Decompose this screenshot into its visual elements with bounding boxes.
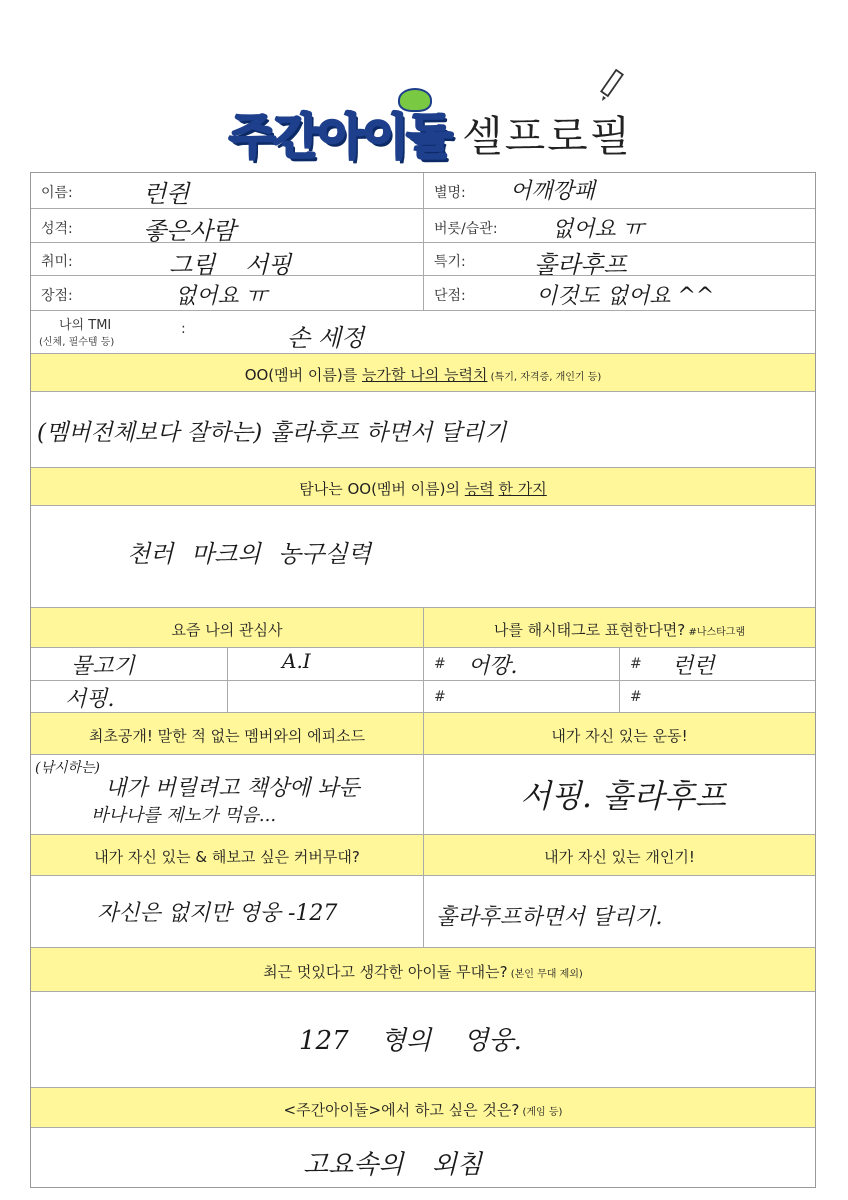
habit-value: 없어요 ㅠ [552,217,645,242]
cover-answer: 자신은 없지만 영웅 -127 [97,901,338,926]
nickname-value: 어깨깡패 [510,179,596,204]
hash-mark-1: # [434,656,446,672]
strength-cell [31,276,423,310]
stage-answer: 127 형의 영웅. [299,1026,522,1056]
hobby-label: 취미: [41,254,73,270]
section-envy-answer [31,505,815,607]
weakness-value: 이것도 없어요 ^^ [536,284,715,309]
envy-answer: 천러 마크의 농구실력 [127,540,371,568]
hash-mark-2: # [630,656,642,672]
hashtag-header-cell [423,608,815,647]
section-wish-header [31,1087,815,1127]
talent-value: 훌라후프 [534,251,627,279]
hash-mark-4: # [630,689,642,705]
personality-label: 성격: [41,221,73,237]
row-episode-header [31,712,815,754]
row-personality [31,208,815,245]
stage-title-note: (본인 무대 제외) [507,969,583,980]
wish-title-note: (게임 등) [519,1107,563,1118]
weakness-label: 단점: [434,288,466,304]
wish-answer: 고요속의 외침 [303,1150,482,1180]
stage-title [31,961,815,982]
hashtag-item-2: 런런 [672,654,715,679]
row-tmi [31,310,815,353]
interest-cell-3 [31,681,227,712]
interest-cell-1 [31,648,227,680]
row-cover-header [31,834,815,875]
tmi-label: 나의 TMI [59,318,112,333]
episode-line-3: 바나나를 제노가 먹음... [91,805,277,826]
personality-value: 좋은사람 [143,217,236,245]
section-ability-title-underline: 능가할 나의 능력치 [362,366,488,384]
pencil-icon [600,68,626,102]
hashtag-title [424,619,815,640]
row-interest-2 [31,680,815,712]
interest-cell-2 [227,648,423,680]
hashtag-cell-1 [423,648,619,680]
ability-answer: (멤버전체보다 잘하는) 훌라후프 하면서 달리기 [37,420,507,446]
row-episode-answer [31,754,815,834]
section-envy-title [31,478,815,499]
hashtag-title-text: 나를 해시태그로 표현한다면? [493,621,686,639]
logo-text: 주간아이돌 [229,108,451,165]
cover-header-cell [31,835,423,875]
wish-title [31,1099,815,1120]
section-ability-header [31,353,815,391]
hobby-cell [31,243,423,279]
habit-cell [423,209,815,242]
section-stage-header [31,947,815,991]
talent-cell [423,243,815,279]
page-title: 셀프로필 [462,112,633,161]
trick-answer: 훌라후프하면서 달리기. [436,905,663,930]
stage-title-text: 최근 멋있다고 생각한 아이돌 무대는? [263,963,508,981]
interest-item-3: 서핑. [65,687,115,712]
interest-header-cell [31,608,423,647]
sport-header-cell [423,713,815,754]
hashtag-cell-4 [619,681,815,712]
profile-form [30,172,816,1188]
cover-answer-cell [31,876,423,947]
cover-title: 내가 자신 있는 & 해보고 싶은 커버무대? [94,848,360,866]
tmi-sub-label: (신체, 필수템 등) [39,337,115,348]
section-envy-title-underline-2: 한 가지 [498,480,547,498]
trick-header-cell [423,835,815,875]
tmi-value: 손 세정 [287,324,365,352]
row-hobby [31,242,815,279]
strength-value: 없어요 ㅠ [175,284,268,309]
sport-title: 내가 자신 있는 운동! [551,727,688,745]
row-interest-1 [31,647,815,680]
row-interest-header [31,607,815,647]
tmi-colon: : [181,321,186,337]
personality-cell [31,209,423,245]
nickname-cell [423,173,815,208]
hashtag-cell-2 [619,648,815,680]
episode-line-2: 내가 버릴려고 책상에 놔둔 [105,776,360,801]
talent-label: 특기: [434,254,466,270]
nickname-label: 별명: [434,185,466,201]
section-stage-answer [31,991,815,1087]
row-strength [31,275,815,310]
section-ability-answer [31,391,815,467]
section-envy-title-underline-1: 능력 [464,480,494,498]
episode-header-cell [31,713,423,754]
name-cell [31,173,423,208]
name-value: 런쥔 [143,180,190,208]
strength-label: 장점: [41,288,73,304]
section-ability-title-note: (특기, 자격증, 개인기 등) [487,372,602,383]
hashtag-item-1: 어깡. [468,654,518,679]
row-name [31,173,815,208]
hash-mark-3: # [434,689,446,705]
interest-item-1: 물고기 [71,654,135,679]
interest-item-2: A.I [282,649,311,673]
section-envy-header [31,467,815,505]
row-cover-answer [31,875,815,947]
header [0,70,848,170]
section-ability-title-pre: OO(멤버 이름)를 [244,366,362,384]
interest-cell-4 [227,681,423,712]
section-ability-title [31,364,815,385]
interest-title: 요즘 나의 관심사 [171,621,283,639]
sport-answer-cell [423,755,815,834]
weakness-cell [423,276,815,310]
episode-answer-cell [31,755,423,834]
sport-answer: 서핑. 훌라후프 [520,777,726,815]
hashtag-cell-3 [423,681,619,712]
hashtag-title-note: #나스타그램 [685,627,746,638]
section-envy-title-pre: 탐나는 OO(멤버 이름)의 [299,480,465,498]
habit-label: 버릇/습관: [434,221,498,237]
weekly-idol-logo [224,98,456,166]
episode-line-1: (낚시하는) [35,760,101,776]
hobby-value: 그림 서핑 [169,251,292,279]
section-wish-answer [31,1127,815,1189]
trick-title: 내가 자신 있는 개인기! [544,848,695,866]
trick-answer-cell [423,876,815,947]
episode-title: 최초공개! 말한 적 없는 멤버와의 에피소드 [88,727,366,745]
wish-title-text: <주간아이돌>에서 하고 싶은 것은? [283,1101,520,1119]
name-label: 이름: [41,185,73,201]
